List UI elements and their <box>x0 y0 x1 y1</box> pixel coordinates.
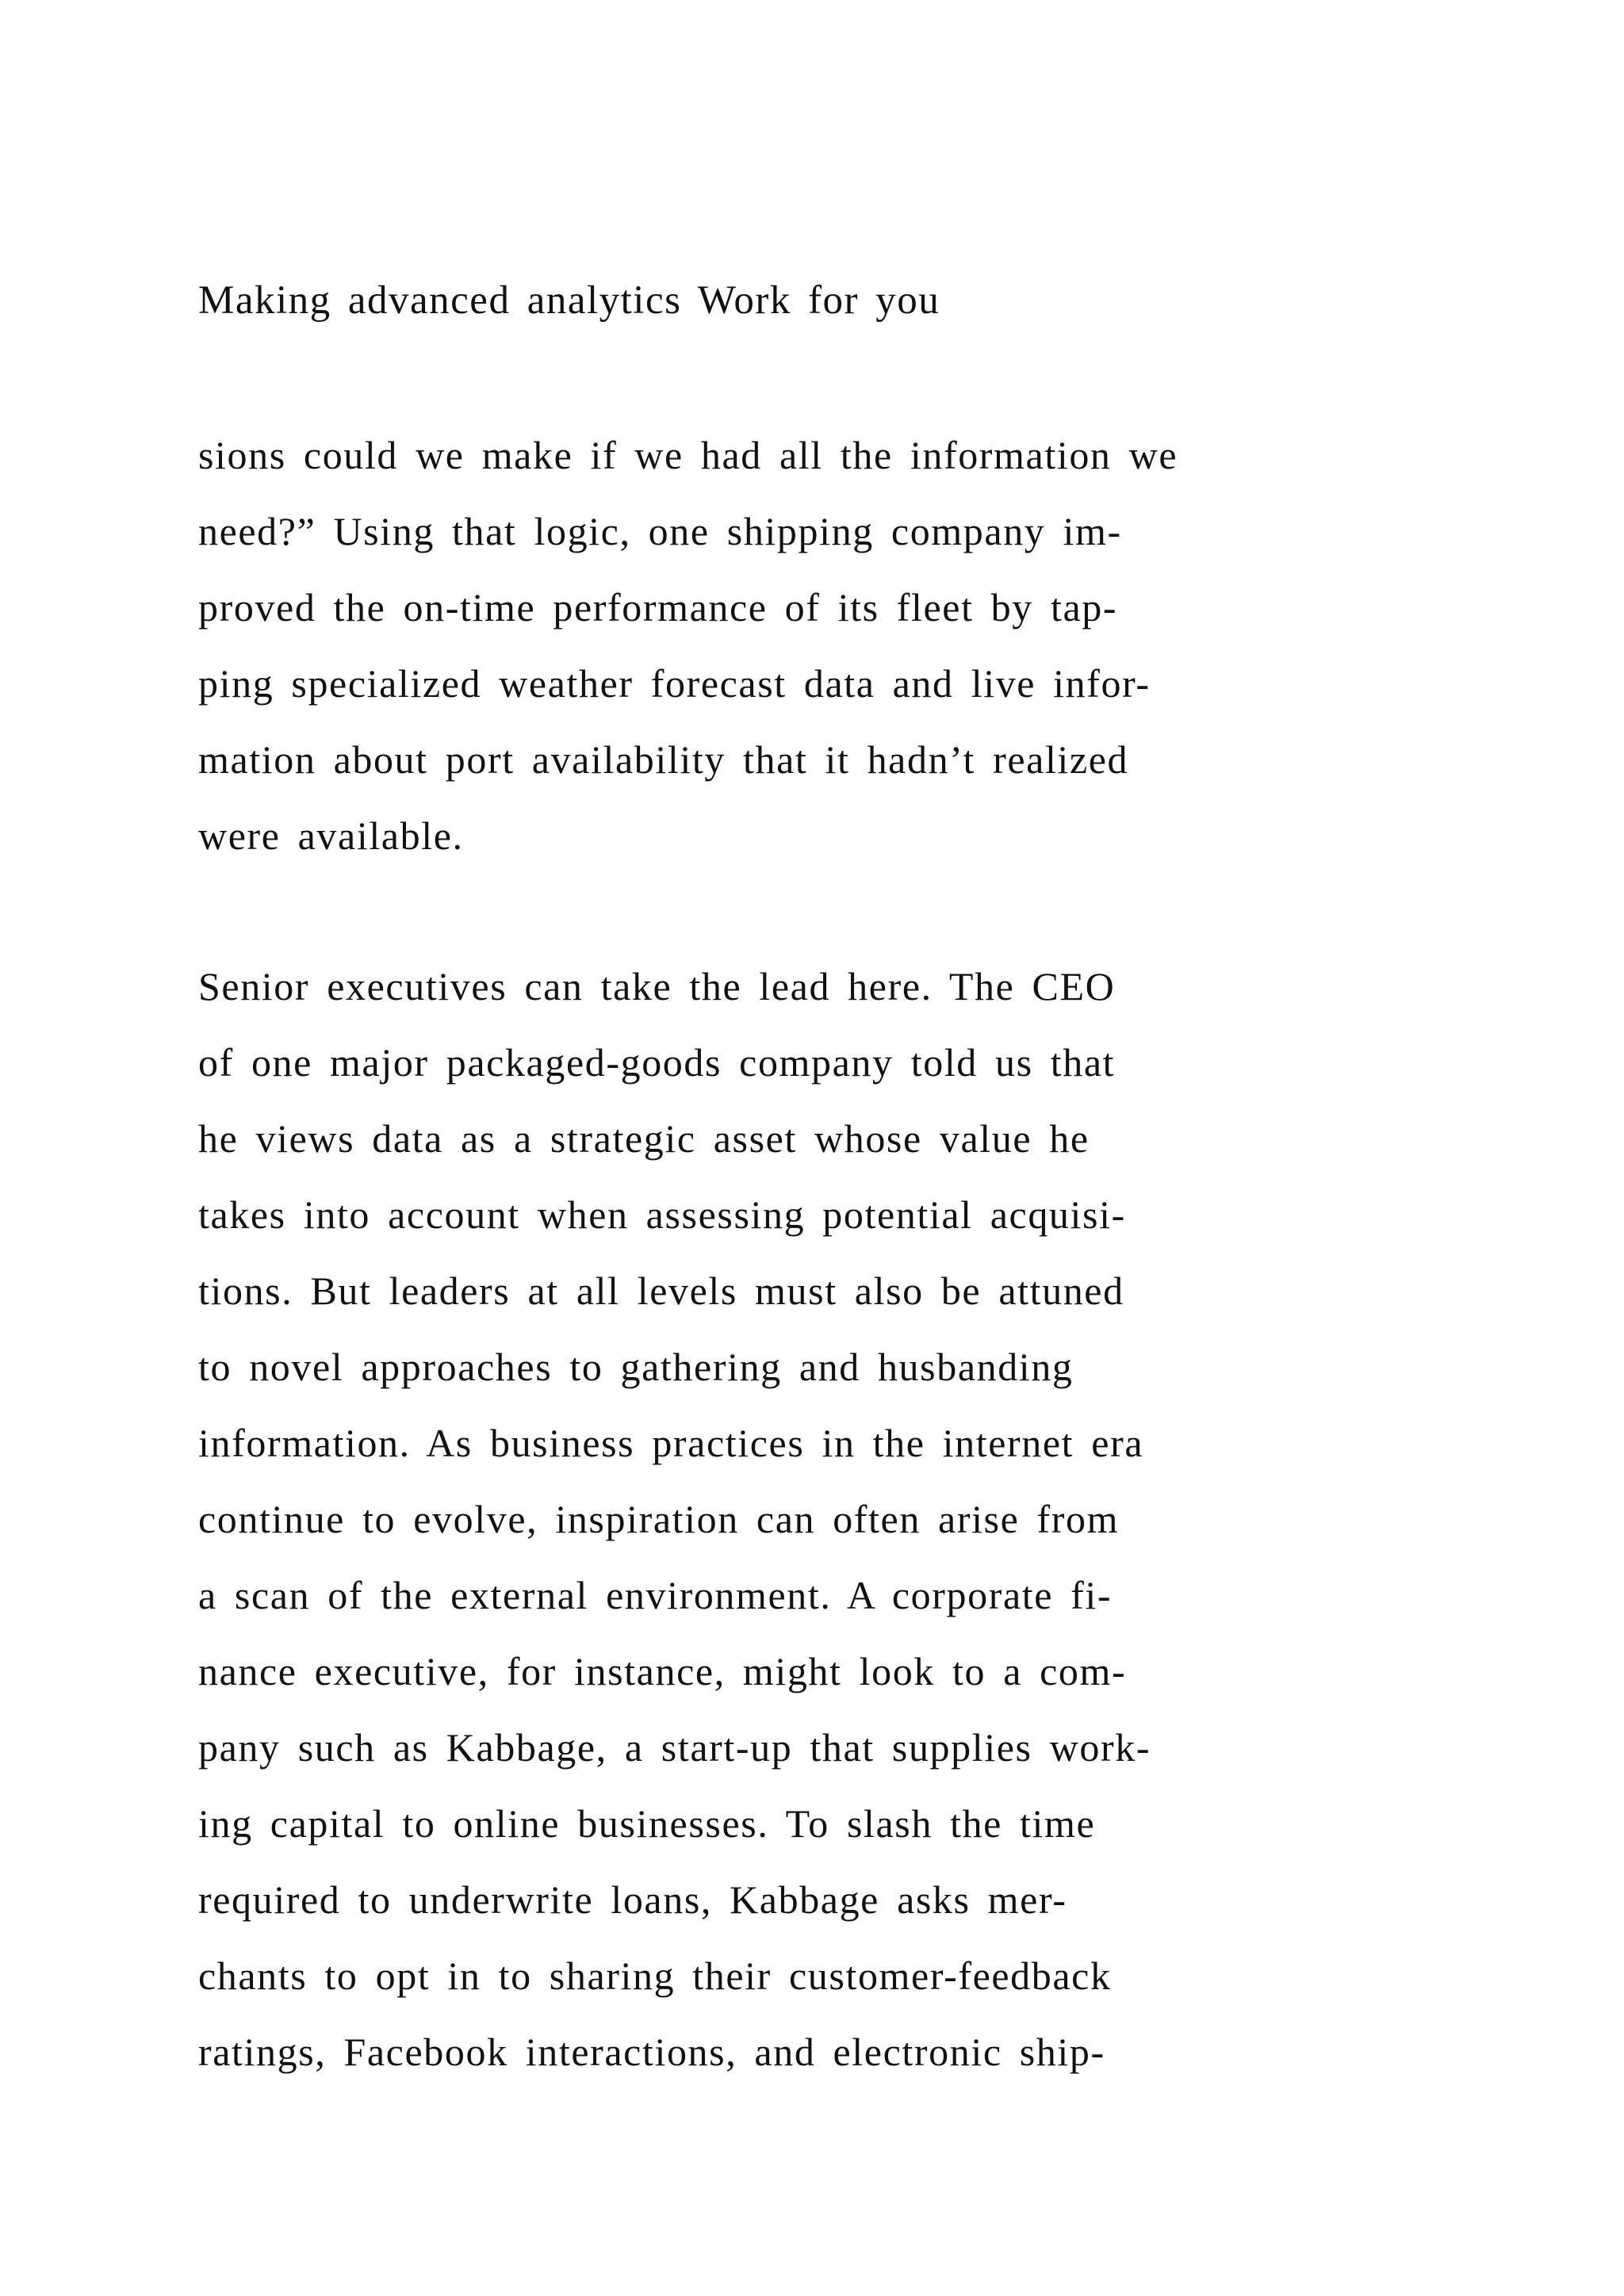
text-line: ratings, Facebook interactions, and electronic ship- <box>198 2030 1105 2074</box>
text-line: required to underwrite loans, Kabbage asks mer- <box>198 1877 1067 1922</box>
text-line: chants to opt in to sharing their customer-feedback <box>198 1954 1112 1998</box>
text-line: mation about port availability that it hadn’t realized <box>198 737 1129 782</box>
text-line: sions could we make if we had all the information we <box>198 433 1178 477</box>
text-line: Senior executives can take the lead here. The CEO <box>198 964 1116 1008</box>
paragraph-2 <box>198 948 1151 2090</box>
text-line: proved the on-time performance of its fleet by tap- <box>198 585 1118 629</box>
text-line: nance executive, for instance, might look to a com- <box>198 1649 1127 1693</box>
text-line: pany such as Kabbage, a start-up that supplies work- <box>198 1725 1151 1770</box>
text-line: ing capital to online businesses. To slash the time <box>198 1801 1096 1846</box>
paragraph-1 <box>198 417 1178 874</box>
text-line: of one major packaged-goods company told us that <box>198 1040 1116 1085</box>
text-line: continue to evolve, inspiration can often arise from <box>198 1497 1120 1541</box>
running-header: Making advanced analytics Work for you <box>198 278 940 323</box>
text-line: a scan of the external environment. A corporate fi- <box>198 1573 1113 1617</box>
text-line: ping specialized weather forecast data and live infor- <box>198 661 1151 706</box>
text-line: need?” Using that logic, one shipping company im- <box>198 509 1122 553</box>
text-line: were available. <box>198 813 464 858</box>
text-line: tions. But leaders at all levels must also be attuned <box>198 1269 1124 1313</box>
text-line: takes into account when assessing potential acquisi- <box>198 1192 1126 1237</box>
text-line: information. As business practices in the internet era <box>198 1421 1144 1465</box>
text-line: he views data as a strategic asset whose value he <box>198 1116 1090 1161</box>
text-line: to novel approaches to gathering and husbanding <box>198 1345 1074 1389</box>
